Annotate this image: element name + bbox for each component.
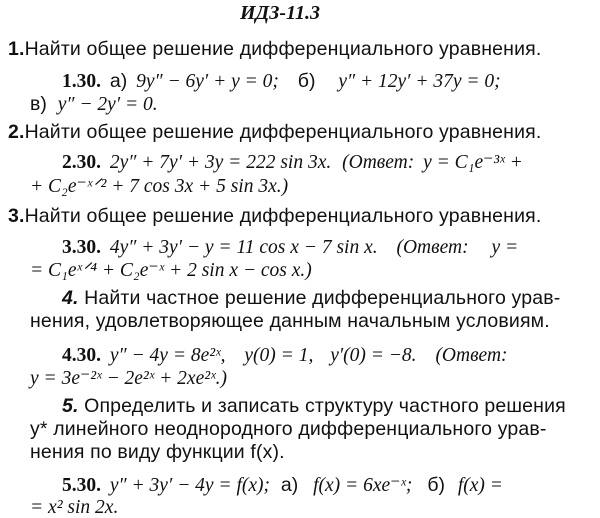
problem-1-30-line-2 bbox=[30, 93, 158, 116]
task-5-heading-text-3: нения по виду функции f(x). bbox=[30, 441, 285, 463]
problem-2-30-equation: 2y″ + 7y′ + 3y = 222 sin 3x. bbox=[109, 152, 332, 173]
part-c-label: в) bbox=[30, 93, 47, 115]
task-5-number: 5. bbox=[62, 395, 79, 417]
answer-label: (Ответ: bbox=[435, 345, 508, 366]
answer-label: (Ответ: bbox=[342, 152, 415, 173]
problem-2-30-number: 2.30. bbox=[62, 152, 101, 173]
problem-4-30-number: 4.30. bbox=[62, 345, 101, 366]
task-5-heading-line-1 bbox=[62, 395, 566, 417]
task-2-number: 2. bbox=[8, 121, 25, 143]
answer-label: (Ответ: bbox=[396, 237, 469, 258]
problem-4-30-line-2 bbox=[30, 368, 227, 390]
task-1-heading bbox=[8, 38, 541, 60]
initial-condition-1: y(0) = 1, bbox=[244, 345, 314, 366]
task-4-number: 4. bbox=[62, 287, 79, 309]
problem-3-30-equation: 4y″ + 3y′ − y = 11 cos x − 7 sin x. bbox=[109, 237, 378, 258]
task-3-number: 3. bbox=[8, 205, 25, 227]
problem-1-30-number: 1.30. bbox=[62, 71, 101, 92]
problem-2-30-line-1 bbox=[62, 152, 523, 174]
task-3-heading bbox=[8, 205, 541, 227]
problem-5-30-line-1 bbox=[62, 474, 503, 497]
answer-2-30-part-1: y = C₁e⁻³ˣ + bbox=[423, 152, 523, 173]
part-b-function-continued: = x² sin 2x. bbox=[30, 497, 119, 518]
task-3-heading-text: Найти общее решение дифференциального уравнения. bbox=[24, 205, 542, 227]
problem-3-30-line-1 bbox=[62, 237, 518, 259]
problem-4-30-equation: y″ − 4y = 8e²ˣ, bbox=[109, 345, 226, 366]
part-a-equation: 9y″ − 6y′ + y = 0; bbox=[136, 71, 279, 92]
answer-3-30-part-2: = C₁eˣᐟ⁴ + C₂e⁻ˣ + 2 sin x − cos x.) bbox=[30, 260, 312, 281]
problem-3-30-number: 3.30. bbox=[62, 237, 101, 258]
part-a-label: а) bbox=[280, 474, 299, 496]
task-2-heading bbox=[8, 121, 541, 143]
initial-condition-2: y′(0) = −8. bbox=[330, 345, 417, 366]
problem-5-30-number: 5.30. bbox=[62, 475, 101, 496]
answer-4-30: y = 3e⁻²ˣ − 2e²ˣ + 2xe²ˣ.) bbox=[30, 368, 227, 389]
part-b-function: f(x) = bbox=[457, 475, 503, 496]
task-4-heading-line-2 bbox=[30, 310, 550, 332]
task-1-number: 1. bbox=[8, 38, 25, 60]
task-5-heading-line-2 bbox=[30, 418, 547, 440]
part-a-function: f(x) = 6xe⁻ˣ; bbox=[313, 475, 413, 496]
problem-5-30-line-2 bbox=[30, 497, 118, 518]
part-b-label: б) bbox=[297, 70, 316, 92]
task-4-heading-text-1: Найти частное решение дифференциального урав- bbox=[84, 287, 561, 309]
task-2-heading-text: Найти общее решение дифференциального уравнения. bbox=[24, 121, 542, 143]
part-b-equation: y″ + 12y′ + 37y = 0; bbox=[338, 71, 501, 92]
problem-5-30-equation: y″ + 3y′ − 4y = f(x); bbox=[109, 475, 271, 496]
document-title: ИДЗ-11.3 bbox=[240, 2, 320, 24]
problem-3-30-line-2 bbox=[30, 260, 312, 282]
part-a-label: а) bbox=[109, 70, 128, 92]
task-5-heading-text-1: Определить и записать структуру частного решения bbox=[84, 395, 566, 417]
problem-4-30-line-1 bbox=[62, 345, 508, 367]
task-1-heading-text: Найти общее решение дифференциального уравнения. bbox=[24, 38, 542, 60]
part-c-equation: y″ − 2y′ = 0. bbox=[57, 94, 158, 115]
problem-2-30-line-2 bbox=[30, 176, 288, 198]
answer-2-30-part-2: + C₂e⁻ˣᐟ² + 7 cos 3x + 5 sin 3x.) bbox=[30, 176, 289, 197]
task-4-heading-line-1 bbox=[62, 287, 560, 309]
task-5-heading-line-3 bbox=[30, 441, 285, 463]
part-b-label: б) bbox=[427, 474, 445, 496]
task-4-heading-text-2: нения, удовлетворяющее данным начальным условиям. bbox=[30, 310, 550, 332]
answer-3-30-part-1: y = bbox=[491, 237, 519, 258]
task-5-heading-text-2: y* линейного неоднородного дифференциального урав- bbox=[30, 418, 547, 440]
problem-1-30-line-1 bbox=[62, 70, 501, 93]
